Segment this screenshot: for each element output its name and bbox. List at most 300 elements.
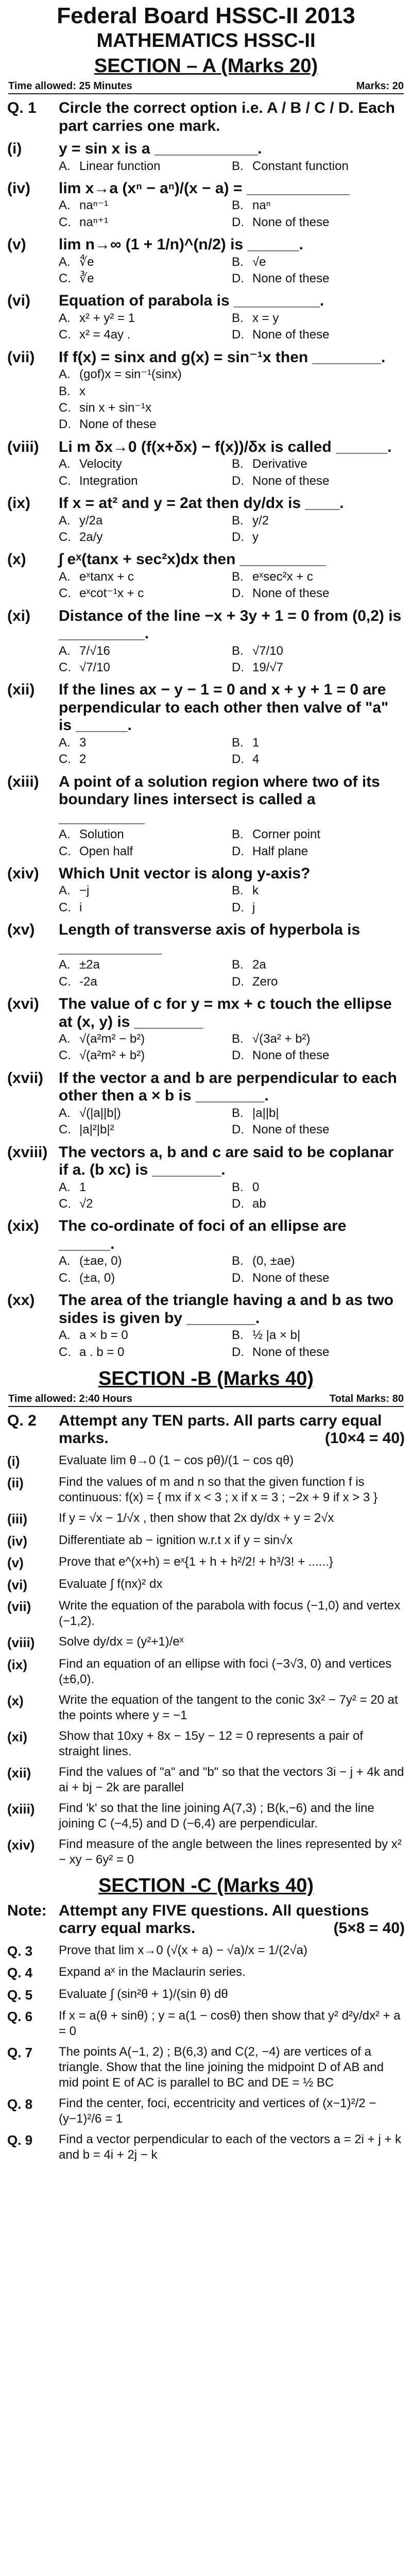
part-text: The area of the triangle having a and b as two sides is given by ________. [59, 1292, 394, 1327]
mcq-part [7, 438, 405, 456]
option-letter: B. [232, 1180, 244, 1194]
part-number: (ii) [7, 1475, 24, 1491]
mcq-part [7, 921, 405, 957]
long-question [7, 2044, 405, 2091]
option-letter: D. [232, 530, 244, 544]
option-text: (gof)x = sin⁻¹(sinx) [79, 367, 182, 382]
option-letter: D. [232, 752, 244, 767]
mcq-part [7, 1292, 405, 1327]
section-c-parts [7, 1943, 405, 2163]
mcq-part [7, 607, 405, 643]
part-text: Write the equation of the parabola with focus (−1,0) and vertex (−1,2). [59, 1599, 401, 1629]
short-question [7, 1577, 405, 1594]
part-number: (xvii) [7, 1069, 44, 1087]
option-text: ½ |a × b| [252, 1328, 301, 1343]
mcq-options [59, 883, 405, 916]
note-marks: (5×8 = 40) [333, 1920, 405, 1937]
option-letter: C. [59, 1123, 71, 1137]
option-text: None of these [252, 272, 330, 286]
part-number: (iv) [7, 1533, 27, 1549]
option-text: naⁿ [252, 198, 271, 213]
option-text: √(|a||b|) [79, 1106, 121, 1120]
option-text: None of these [252, 215, 330, 229]
short-question [7, 1728, 405, 1759]
option-text: Zero [252, 974, 278, 989]
option-text: naⁿ⁺¹ [79, 215, 109, 229]
option-letter: A. [59, 1328, 71, 1343]
option-letter: A. [59, 513, 71, 528]
option-letter: A. [59, 884, 71, 898]
mcq-options [59, 456, 405, 489]
part-number: (i) [7, 1453, 20, 1469]
option-letter: A. [59, 1032, 71, 1046]
option-text: Half plane [252, 844, 308, 858]
mcq-options [59, 1105, 405, 1139]
part-number: (viii) [7, 438, 39, 455]
question-1 [7, 99, 405, 135]
option-letter: B. [232, 513, 244, 528]
option-text: Solution [79, 827, 124, 842]
part-text: Length of transverse axis of hyperbola is ____________ [59, 921, 360, 956]
option-text: Linear function [79, 159, 161, 173]
part-text: lim n→∞ (1 + 1/n)^(n/2) is ______. [59, 236, 303, 253]
option-text: Open half [79, 844, 133, 858]
option-letter: D. [232, 586, 244, 601]
option-text: (0, ±ae) [252, 1254, 295, 1268]
mcq-options [59, 158, 405, 175]
option-letter: D. [232, 900, 244, 914]
option-letter: A. [59, 643, 71, 658]
question-number: Q. 2 [7, 1412, 37, 1429]
option-letter: D. [232, 215, 244, 229]
question-instruction: Attempt any TEN parts. All parts carry equal marks. [59, 1412, 382, 1447]
mcq-part [7, 865, 405, 883]
short-question [7, 1656, 405, 1687]
option-letter: C. [59, 1345, 71, 1359]
part-number: (vii) [7, 1599, 31, 1615]
mcq-options [59, 254, 405, 287]
question-text: Circle the correct option i.e. A / B / C / D. Each part carries one mark. [59, 99, 395, 134]
part-text: Which Unit vector is along y-axis? [59, 865, 311, 882]
option-letter: A. [59, 958, 71, 972]
mcq-part [7, 995, 405, 1031]
part-text: Differentiate ab − ignition w.r.t x if y = sin√x [59, 1533, 293, 1547]
question-text: Find the center, foci, eccentricity and vertices of (x−1)²/2 − (y−1)²/6 = 1 [59, 2096, 376, 2126]
question-number: Q. 3 [7, 1943, 33, 1959]
question-number: Q. 6 [7, 2009, 33, 2025]
option-letter: A. [59, 311, 71, 325]
part-number: (vii) [7, 348, 35, 366]
time-allowed: Time allowed: 25 Minutes [8, 80, 132, 92]
long-question [7, 1964, 405, 1981]
option-text: Constant function [252, 159, 349, 173]
part-number: (vi) [7, 1577, 27, 1592]
part-number: (xii) [7, 681, 35, 699]
time-allowed: Time allowed: 2:40 Hours [8, 1393, 132, 1404]
part-number: (iv) [7, 179, 30, 197]
mcq-options [59, 826, 405, 860]
section-c-note [7, 1902, 405, 1938]
option-letter: A. [59, 198, 71, 213]
option-text: ∛e [79, 272, 94, 286]
option-letter: A. [59, 1254, 71, 1268]
option-letter: A. [59, 569, 71, 584]
option-letter: D. [232, 844, 244, 858]
option-letter: C. [59, 974, 71, 989]
part-text: Li m δx→0 (f(x+δx) − f(x))/δx is called ______. [59, 438, 392, 455]
mcq-part [7, 1144, 405, 1179]
part-number: (xiv) [7, 1837, 35, 1853]
part-text: Find an equation of an ellipse with foci (−3√3, 0) and vertices (±6,0). [59, 1656, 392, 1686]
question-text: Prove that lim x→0 (√(x + a) − √a)/x = 1/(2√a) [59, 1943, 307, 1957]
part-number: (xviii) [7, 1143, 48, 1161]
option-letter: A. [59, 1180, 71, 1194]
option-text: 7/√16 [79, 643, 110, 658]
option-letter: A. [59, 1106, 71, 1120]
section-a-parts [7, 140, 405, 1361]
part-text: Find the values of m and n so that the given function f is continuous: f(x) = { mx if x < 3 ; x if x = 3 ; −2x + 9 if x > 3 } [59, 1475, 377, 1505]
option-text: None of these [252, 1123, 330, 1137]
option-letter: C. [59, 752, 71, 767]
option-letter: C. [59, 900, 71, 914]
option-text: (±a, 0) [79, 1270, 115, 1285]
section-b-parts [7, 1453, 405, 1868]
section-b-title: SECTION -B (Marks 40) [98, 1367, 314, 1389]
option-letter: B. [232, 255, 244, 269]
option-text: a × b = 0 [79, 1328, 128, 1343]
option-text: ±2a [79, 958, 100, 972]
part-text: lim x→a (xⁿ − aⁿ)/(x − a) = ____________ [59, 179, 350, 197]
mcq-options [59, 1031, 405, 1064]
option-letter: C. [59, 1270, 71, 1285]
short-question [7, 1634, 405, 1651]
option-text: x [79, 384, 85, 398]
long-question [7, 1987, 405, 2004]
mcq-options [59, 1179, 405, 1213]
option-text: √(a²m² + b²) [79, 1048, 145, 1063]
part-text: Find measure of the angle between the lines represented by x² − xy − 6y² = 0 [59, 1837, 402, 1867]
option-letter: B. [232, 958, 244, 972]
option-letter: A. [59, 735, 71, 750]
note-body [59, 1902, 405, 1938]
option-letter: C. [59, 401, 71, 415]
option-text: i [79, 900, 82, 914]
option-text: 1 [252, 735, 260, 750]
option-letter: B. [232, 198, 244, 213]
option-letter: B. [232, 569, 244, 584]
part-text: If the lines ax − y − 1 = 0 and x + y + 1 = 0 are perpendicular to each other then valve of "a" is ______. [59, 681, 389, 734]
mcq-options [59, 366, 405, 433]
part-number: (v) [7, 236, 26, 253]
part-text: If y = √x − 1/√x , then show that 2x dy/dx + y = 2√x [59, 1511, 334, 1526]
part-text: Find the values of "a" and "b" so that the vectors 3i − j + 4k and ai + bj − 2k are parallel [59, 1765, 404, 1794]
mcq-part [7, 349, 405, 367]
option-text: k [252, 884, 259, 898]
note-text: Attempt any FIVE questions. All questions carry equal marks. [59, 1902, 369, 1937]
option-letter: C. [59, 328, 71, 342]
section-b-meta [8, 1393, 404, 1407]
short-question [7, 1837, 405, 1868]
short-question [7, 1692, 405, 1723]
part-text: Write the equation of the tangent to the conic 3x² − 7y² = 20 at the points where y = −1 [59, 1692, 398, 1722]
question-text: The points A(−1, 2) ; B(6,3) and C(2, −4) are vertices of a triangle. Show that the line joining the midpoint D of AB and mid point E of AC is parallel to BC and DE = ½ BC [59, 2045, 384, 2090]
option-text: -2a [79, 974, 97, 989]
question-number: Q. 8 [7, 2096, 33, 2112]
part-number: (xv) [7, 921, 35, 939]
part-text: The vectors a, b and c are said to be coplanar if a. (b xc) is ________. [59, 1143, 394, 1179]
short-question [7, 1598, 405, 1629]
option-text: √e [252, 255, 266, 269]
option-letter: C. [59, 844, 71, 858]
option-text: |a|²|b|² [79, 1123, 114, 1137]
option-text: 1 [79, 1180, 87, 1194]
question-2 [7, 1412, 405, 1448]
option-letter: A. [59, 367, 71, 382]
option-text: None of these [252, 586, 330, 601]
option-text: ab [252, 1197, 266, 1211]
question-number: Q. 7 [7, 2045, 33, 2061]
option-letter: C. [59, 586, 71, 601]
mcq-part [7, 1217, 405, 1253]
marks: Total Marks: 80 [329, 1393, 404, 1404]
option-letter: D. [232, 1345, 244, 1359]
option-letter: C. [59, 530, 71, 544]
option-letter: A. [59, 255, 71, 269]
option-letter: B. [232, 1254, 244, 1268]
option-text: eˣsec²x + c [252, 569, 313, 584]
option-text: 19/√7 [252, 660, 283, 675]
option-text: Corner point [252, 827, 321, 842]
mcq-options [59, 1327, 405, 1361]
part-text: Find 'k' so that the line joining A(7,3) ; B(k,−6) and the line joining C (−4,5) and D (−6,4) are perpendicular. [59, 1801, 374, 1831]
question-text: Evaluate ∫ (sin²θ + 1)/(sin θ) dθ [59, 1987, 228, 2001]
option-text: j [252, 900, 255, 914]
part-number: (viii) [7, 1635, 35, 1651]
option-text: x² = 4ay . [79, 328, 131, 342]
part-number: (ix) [7, 495, 30, 512]
part-text: Prove that e^(x+h) = eˣ{1 + h + h²/2! + h³/3! + ......} [59, 1555, 333, 1569]
section-a-title: SECTION – A (Marks 20) [94, 55, 318, 77]
option-letter: D. [232, 473, 244, 488]
part-text: The co-ordinate of foci of an ellipse are ______. [59, 1217, 347, 1252]
mcq-part [7, 773, 405, 827]
question-number: Q. 9 [7, 2132, 33, 2148]
option-letter: D. [232, 328, 244, 342]
option-letter: A. [59, 827, 71, 842]
part-number: (xx) [7, 1292, 35, 1309]
mcq-part [7, 1070, 405, 1105]
option-text: a . b = 0 [79, 1345, 125, 1359]
option-letter: C. [59, 660, 71, 675]
option-text: 3 [79, 735, 87, 750]
option-letter: D. [59, 417, 71, 432]
option-text: None of these [252, 1345, 330, 1359]
option-letter: B. [232, 827, 244, 842]
option-letter: B. [232, 457, 244, 471]
long-question [7, 2096, 405, 2127]
option-text: √(a²m² − b²) [79, 1032, 145, 1046]
part-number: (i) [7, 140, 22, 157]
option-letter: C. [59, 473, 71, 488]
option-letter: B. [59, 384, 71, 398]
option-text: x = y [252, 311, 279, 325]
question-text [59, 1412, 405, 1448]
option-text: eˣtanx + c [79, 569, 134, 584]
option-letter: C. [59, 215, 71, 229]
part-number: (xiv) [7, 865, 39, 882]
mcq-options [59, 957, 405, 990]
part-number: (vi) [7, 292, 30, 310]
option-text: x² + y² = 1 [79, 311, 135, 325]
option-letter: C. [59, 1197, 71, 1211]
option-text: 0 [252, 1180, 260, 1194]
question-text: If x = a(θ + sinθ) ; y = a(1 − cosθ) then show that y² d²y/dx² + a = 0 [59, 2009, 401, 2039]
option-letter: D. [232, 272, 244, 286]
long-question [7, 1943, 405, 1960]
long-question [7, 2132, 405, 2163]
option-letter: B. [232, 884, 244, 898]
mcq-part [7, 681, 405, 735]
option-letter: D. [232, 974, 244, 989]
short-question [7, 1475, 405, 1505]
part-number: (ix) [7, 1656, 27, 1672]
part-number: (v) [7, 1555, 24, 1571]
mcq-part [7, 292, 405, 310]
option-letter: D. [232, 1123, 244, 1137]
part-number: (iii) [7, 1511, 27, 1527]
paper-title: Federal Board HSSC-II 2013 [57, 3, 355, 28]
mcq-options [59, 513, 405, 546]
part-text: The value of c for y = mx + c touch the ellipse at (x, y) is ________ [59, 995, 392, 1030]
option-text: Integration [79, 473, 138, 488]
short-question [7, 1801, 405, 1832]
option-text: naⁿ⁻¹ [79, 198, 109, 213]
mcq-options [59, 1253, 405, 1286]
part-text: Equation of parabola is __________. [59, 292, 324, 310]
mcq-part [7, 551, 405, 569]
part-number: (x) [7, 1692, 24, 1708]
paper-subtitle: MATHEMATICS HSSC-II [96, 30, 316, 52]
option-letter: B. [232, 735, 244, 750]
option-text: 2a [252, 958, 266, 972]
question-number: Q. 5 [7, 1987, 33, 2003]
question-text: Expand aˣ in the Maclaurin series. [59, 1965, 246, 1979]
mcq-part [7, 236, 405, 254]
note-label: Note: [7, 1902, 47, 1919]
part-text: Evaluate lim θ→0 (1 − cos pθ)/(1 − cos qθ) [59, 1453, 294, 1467]
section-c-title: SECTION -C (Marks 40) [98, 1874, 314, 1896]
option-text: None of these [252, 1270, 330, 1285]
mcq-part [7, 495, 405, 513]
part-text: y = sin x is a ____________. [59, 140, 262, 157]
question-marks: (10×4 = 40) [324, 1430, 405, 1447]
option-text: −j [79, 884, 90, 898]
mcq-part [7, 180, 405, 198]
option-letter: B. [232, 1032, 244, 1046]
question-text: Find a vector perpendicular to each of the vectors a = 2i + j + k and b = 4i + 2j − k [59, 2132, 402, 2162]
option-text: 2 [79, 752, 87, 767]
option-text: (±ae, 0) [79, 1254, 122, 1268]
part-text: If x = at² and y = 2at then dy/dx is ____. [59, 495, 344, 512]
option-text: ∜e [79, 255, 94, 269]
option-letter: B. [232, 1328, 244, 1343]
short-question [7, 1511, 405, 1528]
part-text: ∫ eˣ(tanx + sec²x)dx then __________ [59, 551, 326, 568]
option-letter: B. [232, 159, 244, 173]
option-text: y/2 [252, 513, 269, 528]
option-text: None of these [252, 473, 330, 488]
question-number: Q. 4 [7, 1965, 33, 1981]
marks: Marks: 20 [356, 80, 404, 92]
option-text: y [252, 530, 259, 544]
part-text: A point of a solution region where two of its boundary lines intersect is called a __________ [59, 773, 380, 826]
option-letter: D. [232, 1270, 244, 1285]
option-letter: D. [232, 1048, 244, 1063]
short-question [7, 1453, 405, 1470]
mcq-part [7, 140, 405, 158]
section-a-meta [8, 80, 404, 94]
option-letter: D. [232, 1197, 244, 1211]
part-number: (xvi) [7, 995, 39, 1013]
option-text: √2 [79, 1197, 93, 1211]
part-number: (xi) [7, 607, 30, 624]
option-text: √(3a² + b²) [252, 1032, 311, 1046]
option-text: 4 [252, 752, 260, 767]
option-text: √7/10 [79, 660, 110, 675]
option-letter: A. [59, 457, 71, 471]
option-text: sin x + sin⁻¹x [79, 401, 152, 415]
part-number: (xiii) [7, 1801, 35, 1817]
option-letter: C. [59, 272, 71, 286]
part-number: (xii) [7, 1765, 31, 1781]
mcq-options [59, 569, 405, 602]
option-text: |a||b| [252, 1106, 279, 1120]
option-letter: B. [232, 311, 244, 325]
option-text: eˣcot⁻¹x + c [79, 586, 144, 601]
part-text: If the vector a and b are perpendicular to each other then a × b is ________. [59, 1069, 397, 1105]
part-number: (xix) [7, 1217, 39, 1235]
option-text: 2a/y [79, 530, 103, 544]
option-text: Derivative [252, 457, 307, 471]
part-number: (x) [7, 551, 26, 568]
short-question [7, 1554, 405, 1571]
option-text: y/2a [79, 513, 103, 528]
option-text: None of these [252, 1048, 330, 1063]
mcq-options [59, 197, 405, 231]
short-question [7, 1533, 405, 1550]
option-text: Velocity [79, 457, 122, 471]
long-question [7, 2008, 405, 2039]
option-letter: A. [59, 159, 71, 173]
mcq-options [59, 310, 405, 344]
part-text: Evaluate ∫ f(nx)² dx [59, 1577, 163, 1591]
short-question [7, 1765, 405, 1795]
option-text: None of these [252, 328, 330, 342]
part-text: Show that 10xy + 8x − 15y − 12 = 0 represents a pair of straight lines. [59, 1728, 364, 1758]
mcq-options [59, 735, 405, 768]
exam-paper [0, 3, 412, 2576]
part-number: (xi) [7, 1728, 27, 1744]
question-number: Q. 1 [7, 99, 37, 116]
part-text: Distance of the line −x + 3y + 1 = 0 from (0,2) is __________. [59, 607, 402, 642]
option-letter: B. [232, 643, 244, 658]
part-number: (xiii) [7, 773, 39, 790]
option-letter: D. [232, 660, 244, 675]
part-text: Solve dy/dx = (y²+1)/eˣ [59, 1635, 184, 1649]
option-text: √7/10 [252, 643, 283, 658]
option-text: None of these [79, 417, 157, 432]
option-letter: C. [59, 1048, 71, 1063]
